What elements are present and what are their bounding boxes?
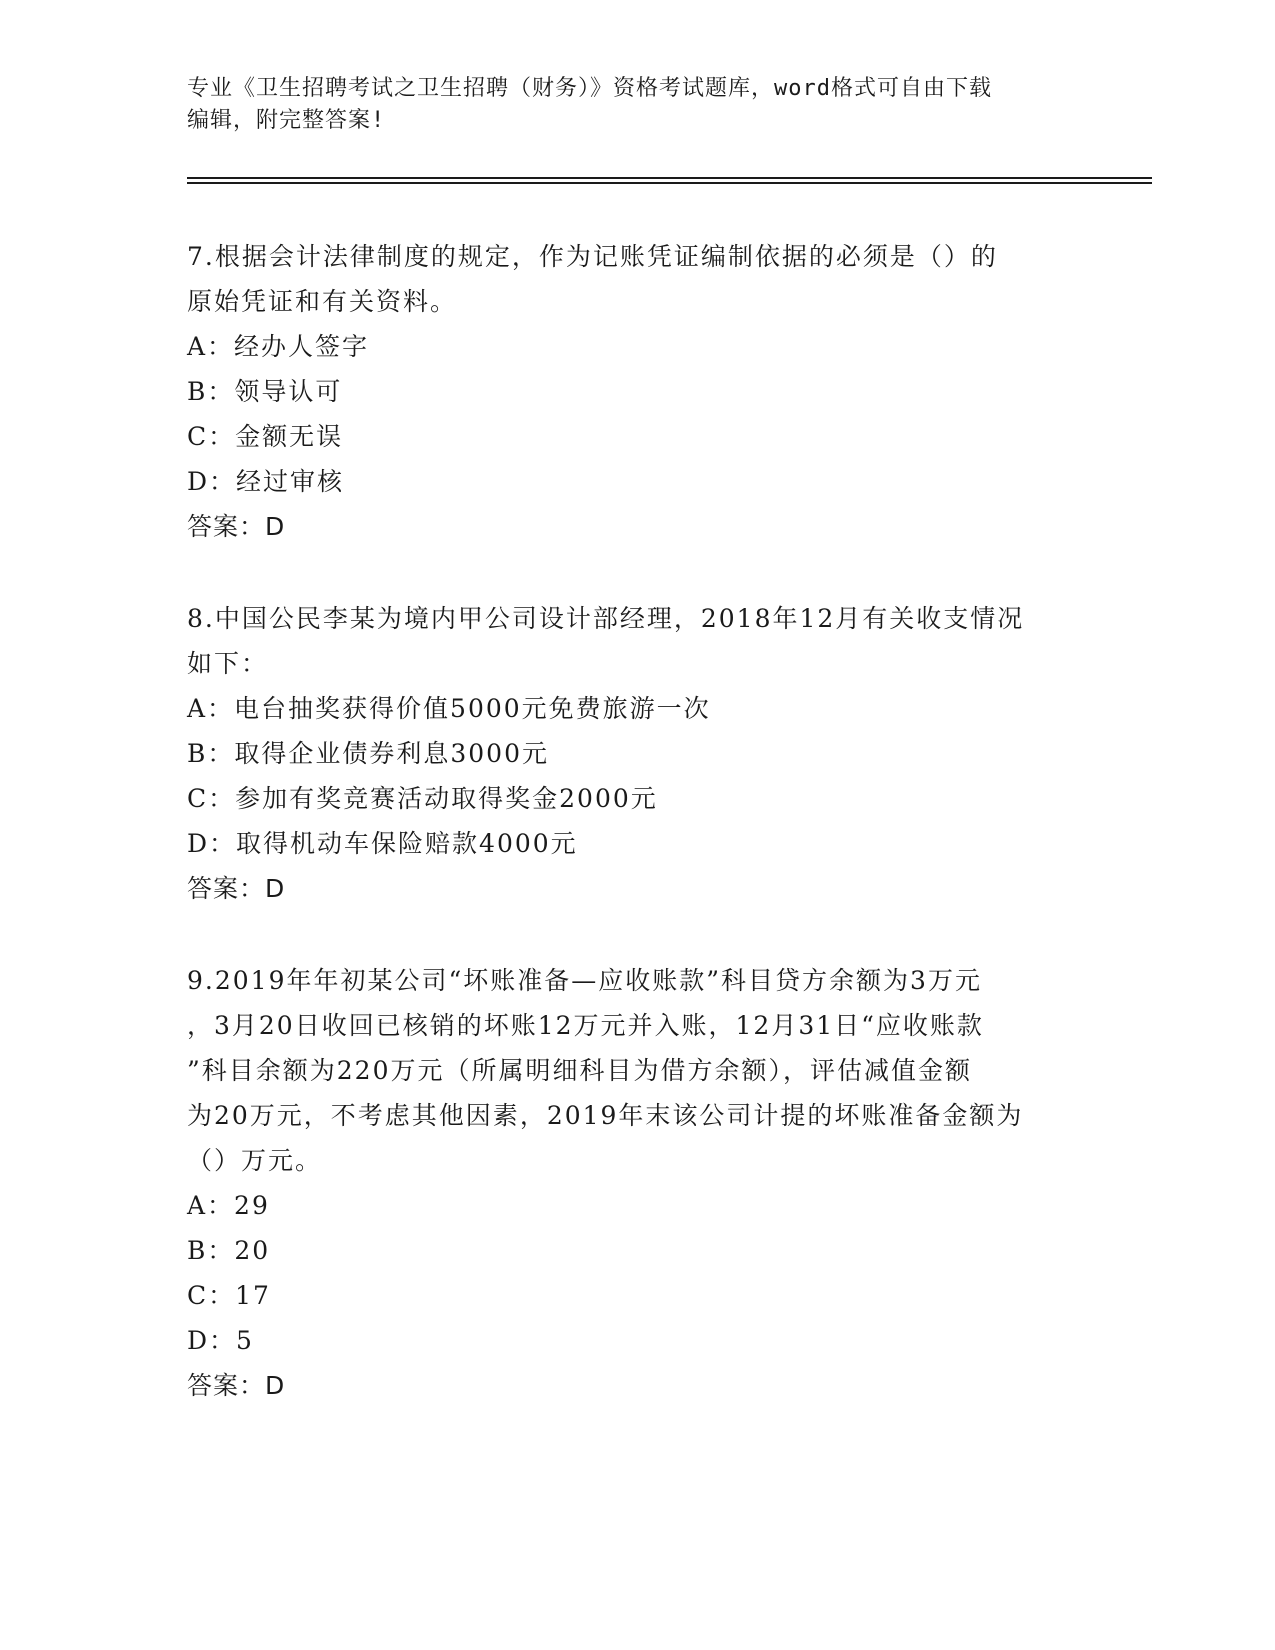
option-a: A：经办人签字 [187, 332, 370, 361]
option-b: B：取得企业债券利息3000元 [187, 739, 549, 768]
option-b: B：20 [187, 1236, 271, 1265]
answer-label: 答案：D [187, 512, 286, 541]
header-divider-bottom [187, 182, 1152, 184]
option-c: C：金额无误 [187, 422, 344, 451]
question-stem-line: （）万元。 [187, 1146, 323, 1175]
header-divider-top [187, 177, 1152, 179]
document-header [187, 73, 1067, 137]
option-d: D：5 [187, 1326, 254, 1355]
answer-label: 答案：D [187, 874, 286, 903]
header-line-2: 编辑，附完整答案! [187, 108, 386, 133]
option-a: A：电台抽奖获得价值5000元免费旅游一次 [187, 694, 711, 723]
answer-label: 答案：D [187, 1371, 286, 1400]
question-block [187, 234, 1087, 549]
question-stem-line: 7.根据会计法律制度的规定，作为记账凭证编制依据的必须是（）的 [187, 242, 998, 271]
question-stem-line: ，3月20日收回已核销的坏账12万元并入账，12月31日“应收账款 [187, 1011, 984, 1040]
question-stem-line: 8.中国公民李某为境内甲公司设计部经理，2018年12月有关收支情况 [187, 604, 1025, 633]
option-c: C：17 [187, 1281, 271, 1310]
option-d: D：取得机动车保险赔款4000元 [187, 829, 578, 858]
question-stem-line: ”科目余额为220万元（所属明细科目为借方余额），评估减值金额 [187, 1056, 973, 1085]
question-block [187, 958, 1087, 1408]
option-d: D：经过审核 [187, 467, 345, 496]
option-a: A：29 [187, 1191, 270, 1220]
question-stem-line: 9.2019年年初某公司“坏账准备—应收账款”科目贷方余额为3万元 [187, 966, 982, 995]
question-stem-line: 如下： [187, 649, 269, 678]
option-b: B：领导认可 [187, 377, 343, 406]
header-line-1: 专业《卫生招聘考试之卫生招聘（财务）》资格考试题库，word格式可自由下载 [187, 76, 992, 101]
question-stem-line: 原始凭证和有关资料。 [187, 287, 458, 316]
option-c: C：参加有奖竞赛活动取得奖金2000元 [187, 784, 658, 813]
question-block [187, 596, 1087, 911]
question-stem-line: 为20万元，不考虑其他因素，2019年末该公司计提的坏账准备金额为 [187, 1101, 1024, 1130]
